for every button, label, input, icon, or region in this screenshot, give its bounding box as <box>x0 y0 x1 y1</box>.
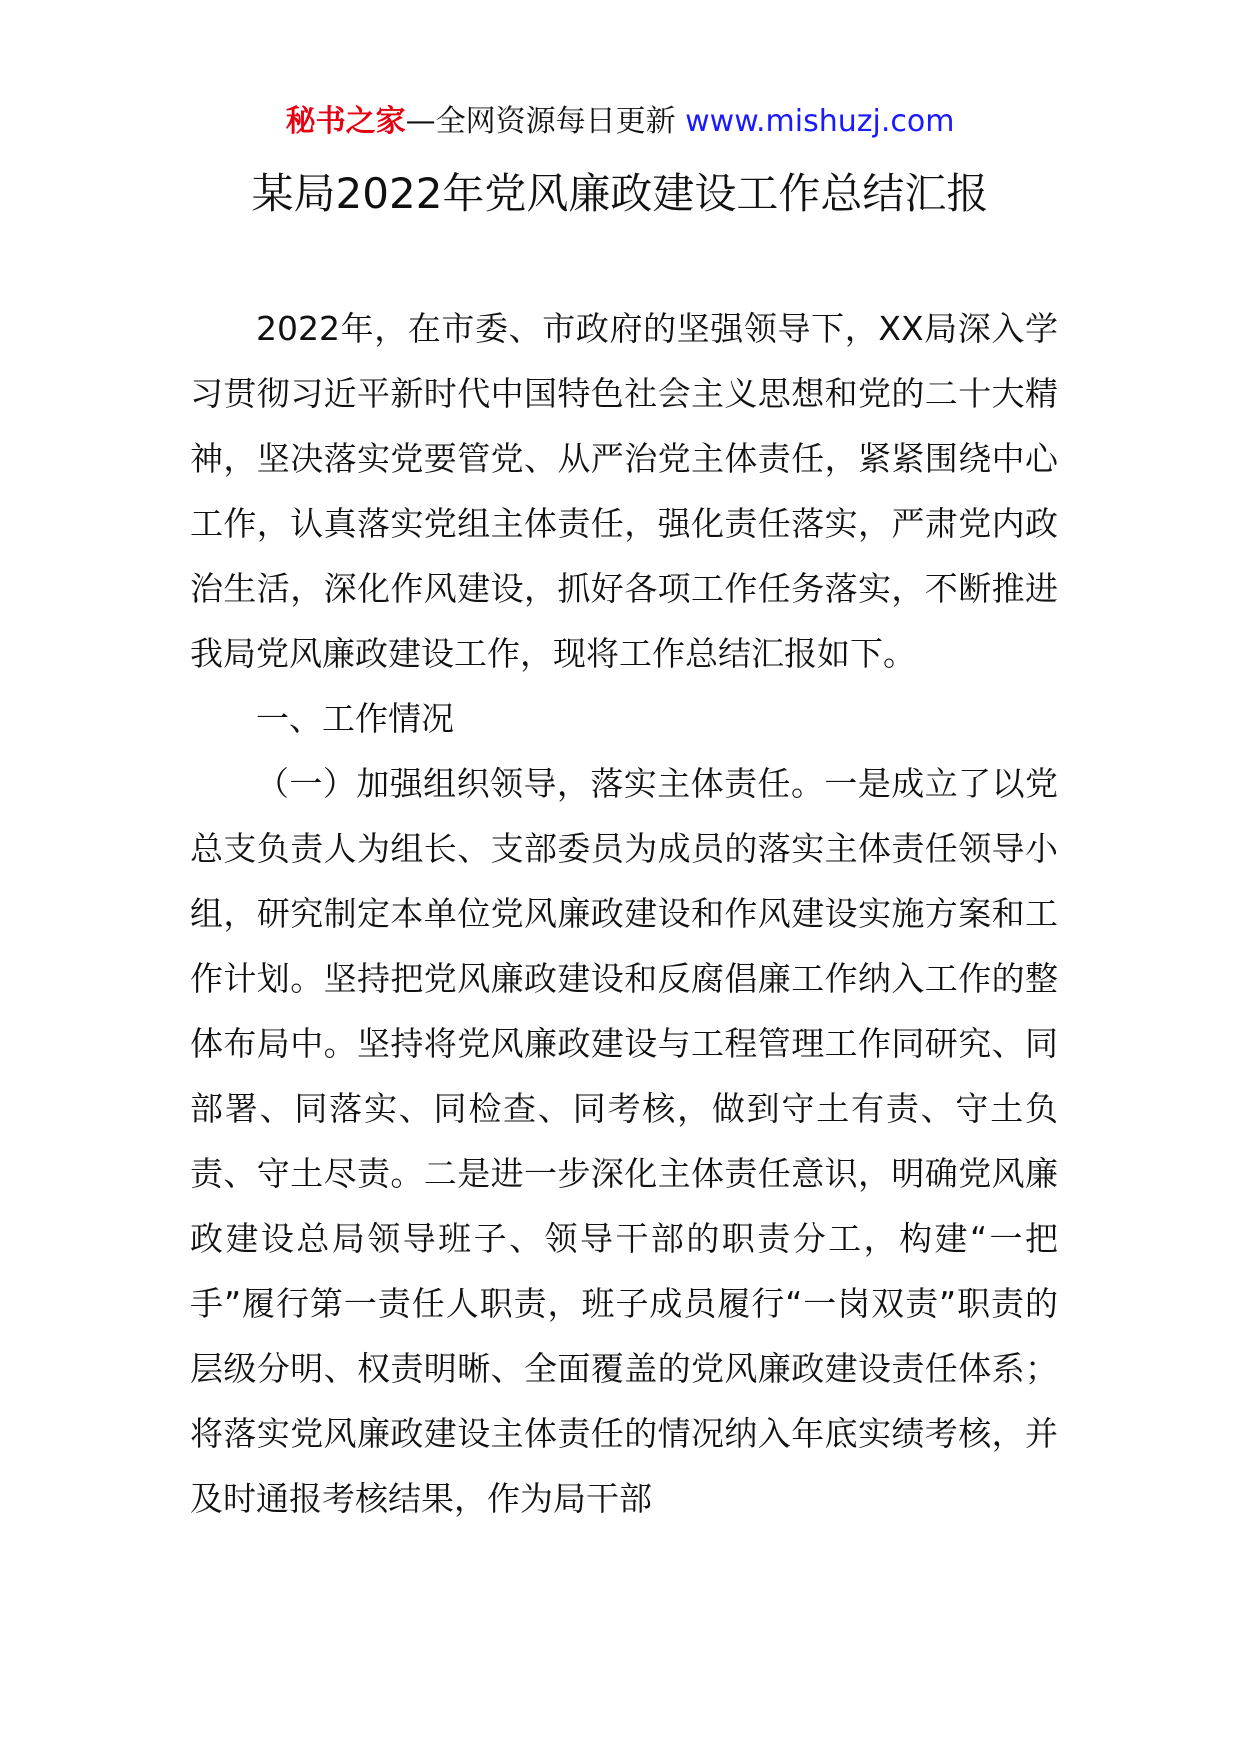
site-header <box>0 102 1240 142</box>
document-body <box>190 296 1058 1531</box>
site-url-link[interactable]: www.mishuzj.com <box>685 104 955 139</box>
brand-name: 秘书之家 <box>285 104 406 139</box>
site-tagline: —全网资源每日更新 <box>405 104 686 139</box>
document-title: 某局2022年党风廉政建设工作总结汇报 <box>251 169 989 218</box>
section-heading: 一、工作情况 <box>256 699 454 738</box>
intro-paragraph: 2022年，在市委、市政府的坚强领导下，XX局深入学习贯彻习近平新时代中国特色社会主义思想和党的二十大精神，坚决落实党要管党、从严治党主体责任，紧紧围绕中心工作，认真落实党组主体责任，强化责任落实，严肃党内政治生活，深化作风建设，抓好各项工作任务落实，不断推进我局党风廉政建设工作，现将工作总结汇报如下。 <box>190 309 1058 673</box>
body-paragraph: （一）加强组织领导，落实主体责任。一是成立了以党总支负责人为组长、支部委员为成员的落实主体责任领导小组，研究制定本单位党风廉政建设和作风建设实施方案和工作计划。坚持把党风廉政建设和反腐倡廉工作纳入工作的整体布局中。坚持将党风廉政建设与工程管理工作同研究、同部署、同落实、同检查、同考核，做到守土有责、守土负责、守土尽责。二是进一步深化主体责任意识，明确党风廉政建设总局领导班子、领导干部的职责分工，构建“一把手”履行第一责任人职责，班子成员履行“一岗双责”职责的层级分明、权责明晰、全面覆盖的党风廉政建设责任体系；将落实党风廉政建设主体责任的情况纳入年底实绩考核，并及时通报考核结果，作为局干部 <box>190 764 1058 1518</box>
